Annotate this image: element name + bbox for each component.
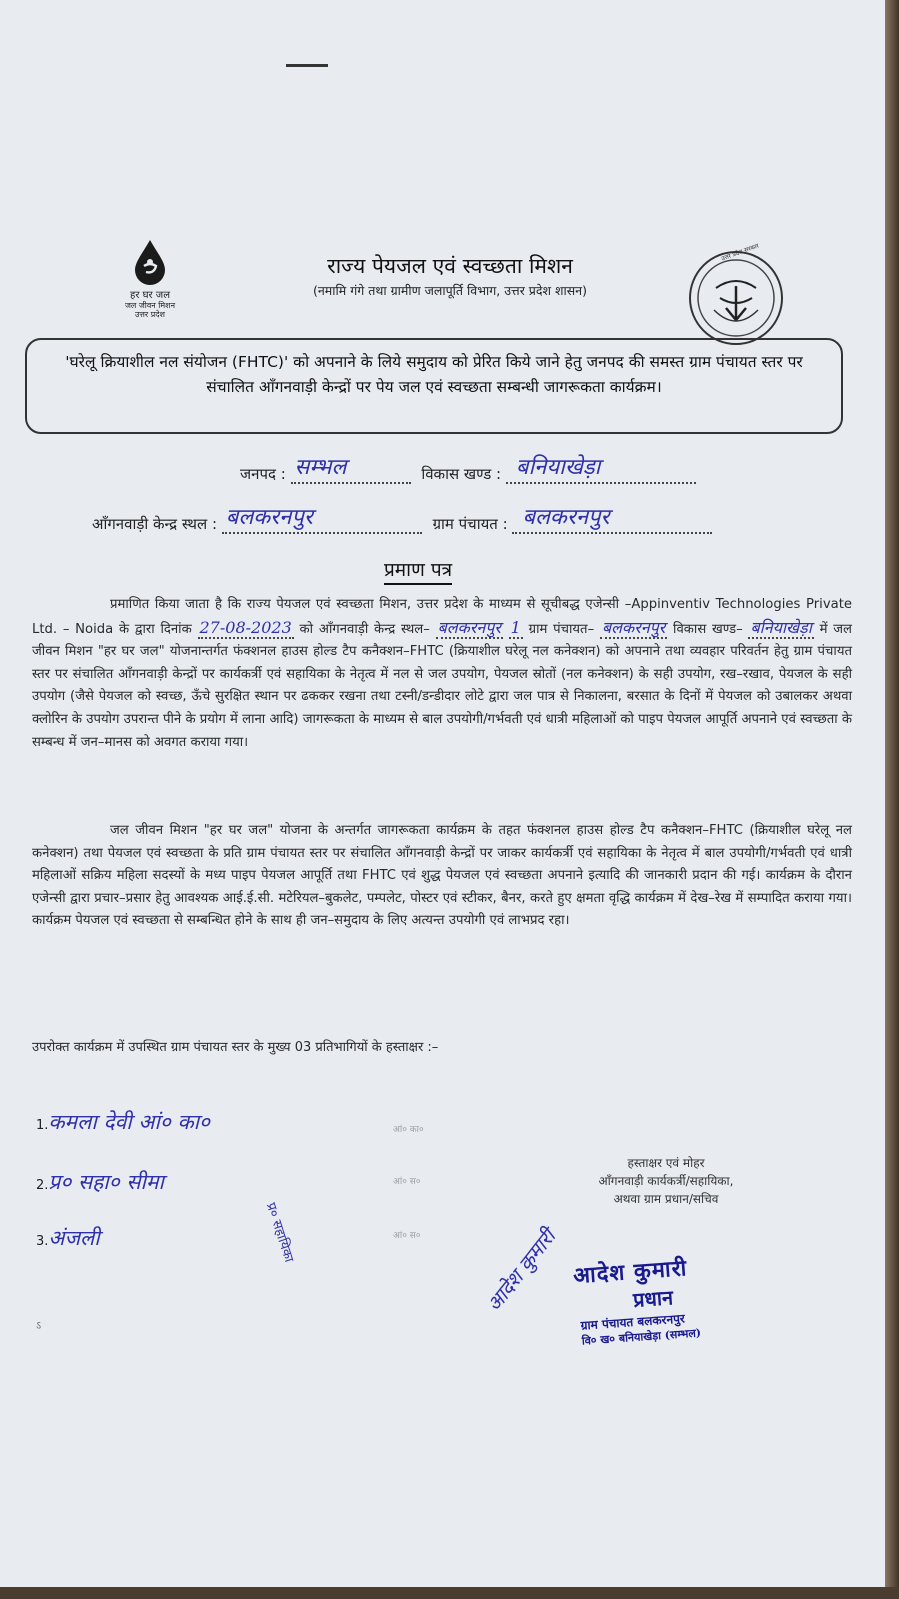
janpad-label: जनपद : xyxy=(240,465,286,483)
gram-value: बलकरनपुर xyxy=(522,505,610,530)
handwritten-signature: आदेश कुमारी xyxy=(481,1224,561,1317)
signature-3-note: आं० स० xyxy=(393,1231,421,1241)
signature-3-name: अंजली xyxy=(48,1226,100,1250)
paragraph-1 xyxy=(32,594,852,754)
har-ghar-jal-logo xyxy=(110,238,190,320)
mission-title: राज्य पेयजल एवं स्वच्छता मिशन xyxy=(327,254,573,278)
gram-field xyxy=(512,505,712,534)
program-title-box: 'घरेलू क्रियाशील नल संयोजन (FHTC)' को अपनाने के लिये समुदाय को प्रेरित किये जाने हेतु जनपद की समस्त ग्राम पंचायत स्तर पर संचालित आँगनवाड़ी केन्द्रों पर पेय जल एवं स्वच्छता सम्बन्धी जागरूकता कार्यक्रम। xyxy=(25,338,843,434)
signature-3 xyxy=(36,1224,100,1252)
sign-block-line1: हस्ताक्षर एवं मोहर xyxy=(627,1156,705,1170)
program-number: 1 xyxy=(510,617,521,637)
kendra-row xyxy=(92,505,712,534)
background-bottom xyxy=(0,1587,899,1599)
stamp-line2: वि० ख० बनियाखेड़ा (सम्भल) xyxy=(581,1326,702,1348)
kendra-field xyxy=(222,505,422,534)
program-place: बलकरनपुर xyxy=(437,617,501,637)
signature-1-name: कमला देवी आं० का० xyxy=(48,1110,210,1134)
side-note: प्र० सहायिका xyxy=(262,1200,297,1265)
logo-line2: जल जीवन मिशन xyxy=(124,301,176,310)
signature-3-number: 3. xyxy=(36,1234,49,1249)
vikas-value: बनियाखेड़ा xyxy=(515,455,601,480)
para1-e: में जल जीवन मिशन "हर घर जल" योजनान्तर्गत फंक्शनल हाउस होल्ड टैप कनैक्शन–FHTC (क्रियाशील घरेलू नल कनेक्शन) को अपनाने तथा व्यवहार परिवर्तन हेतु ग्राम पंचायत स्तर पर संचालित आँगनवाड़ी केन्द्रों पर कार्यकर्त्री एवं सहायिका के नेतृत्व में नल से जल उपयोग, पेयजल स्रोतों (नल कनेक्शन) के सही उपयोग, रख–रखाव, पेयजल के सही उपयोग (जैसे पेयजल को स्वच्छ, ऊँचे सुरक्षित स्थान पर ढककर रखना तथा टस्नी/डन्डीदार लोटे द्वारा जल पात्र से निकालना, बरसात के दिनों में पेयजल को उबालकर अथवा क्लोरिन के उपयोग उपरान्त पीने के प्रयोग में लाना आदि) जागरूकता के माध्यम से बाल उपयोगी/गर्भवती एवं धात्री महिलाओं को पाइप पेयजल आपूर्ति अपनाने एवं स्वच्छता के सम्बन्ध में जन–मानस को अवगत कराया गया। xyxy=(32,621,852,750)
vikas-field xyxy=(506,455,696,484)
para1-b: को आँगनवाड़ी केन्द्र स्थल– xyxy=(299,621,430,637)
pradhan-stamp xyxy=(572,1244,808,1349)
paragraph-2 xyxy=(32,820,852,933)
vikas-label: विकास खण्ड : xyxy=(421,465,502,483)
logo-line3: उत्तर प्रदेश xyxy=(135,310,165,319)
mission-subtitle: (नमामि गंगे तथा ग्रामीण जलापूर्ति विभाग, उत्तर प्रदेश शासन) xyxy=(312,283,587,298)
janpad-row xyxy=(240,455,696,484)
stamp-role: प्रधान xyxy=(632,1285,674,1312)
signature-2-number: 2. xyxy=(36,1178,49,1193)
logo-line1: हर घर जल xyxy=(130,290,170,301)
background-edge xyxy=(885,0,899,1599)
para1-a: प्रमाणित किया जाता है कि राज्य पेयजल एवं स्वच्छता मिशन, उत्तर प्रदेश के माध्यम से सूचीबद्ध एजेन्सी –Appinventiv Technologies Private Ltd. – Noida के द्वारा दिनांक xyxy=(32,597,852,637)
signature-2-name: प्र० सहा० सीमा xyxy=(48,1170,164,1194)
top-mark xyxy=(286,64,328,67)
sign-block-line3: अथवा ग्राम प्रधान/सचिव xyxy=(613,1192,719,1206)
sign-block xyxy=(556,1154,776,1208)
para2-text: जल जीवन मिशन "हर घर जल" योजना के अन्तर्गत जागरूकता कार्यक्रम के तहत फंक्शनल हाउस होल्ड टैप कनैक्शन–FHTC (क्रियाशील घरेलू नल कनेक्शन) तथा पेयजल एवं स्वच्छता के प्रति ग्राम पंचायत स्तर पर संचालित आँगनवाड़ी केन्द्रों पर जाकर कार्यकर्त्री एवं सहायिका के नेतृत्व में बाल उपयोगी/गर्भवती एवं धात्री महिलाओं सक्रिय महिला सदस्यों के मध्य पाइप पेयजल आपूर्ति तथा FHTC एवं शुद्ध पेयजल एवं स्वच्छता अपनाने इत्यादि की जानकारी प्रदान की गई। कार्यक्रम के दौरान एजेन्सी द्वारा प्रचार–प्रसार हेतु आवश्यक आई.ई.सी. मटेरियल–बुकलेट, पम्पलेट, पोस्टर एवं स्टीकर, बैनर, करते हुए क्षमता वृद्धि कार्यक्रम में देख–रेख में सम्पादित कराया गया। कार्यक्रम पेयजल एवं स्वच्छता से सम्बन्धित होने के साथ ही जन–समुदाय के लिए अत्यन्त उपयोगी एवं लाभप्रद रहा। xyxy=(32,823,852,929)
kendra-label: आँगनवाड़ी केन्द्र स्थल : xyxy=(92,515,218,533)
signature-1 xyxy=(36,1108,210,1136)
kendra-value: बलकरनपुर xyxy=(225,505,313,530)
janpad-value: सम्भल xyxy=(294,455,347,480)
program-date: 27-08-2023 xyxy=(199,617,292,637)
signature-1-number: 1. xyxy=(36,1118,49,1133)
program-block: बनियाखेड़ा xyxy=(750,617,812,637)
signature-2 xyxy=(36,1168,164,1196)
up-government-seal-icon xyxy=(686,248,786,348)
attendance-text: उपरोक्त कार्यक्रम में उपस्थित ग्राम पंचायत स्तर के मुख्य 03 प्रतिभागियों के हस्ताक्षर :– xyxy=(32,1040,439,1055)
sign-block-line2: आँगनवाड़ी कार्यकर्त्री/सहायिका, xyxy=(598,1174,734,1188)
corner-mark: ऽ xyxy=(36,1319,42,1332)
para1-d: विकास खण्ड– xyxy=(673,621,743,637)
signature-2-note: आं० स० xyxy=(393,1177,421,1187)
stamp-line1: ग्राम पंचायत बलकरनपुर xyxy=(580,1311,686,1333)
gram-label: ग्राम पंचायत : xyxy=(432,515,508,533)
water-drop-icon xyxy=(132,238,168,286)
certificate-title: प्रमाण पत्र xyxy=(384,556,452,585)
stamp-name: आदेश कुमारी xyxy=(572,1255,689,1290)
para1-c: ग्राम पंचायत– xyxy=(528,621,595,637)
signature-1-note: आं० का० xyxy=(393,1125,424,1135)
program-gram: बलकरनपुर xyxy=(601,617,666,637)
janpad-field xyxy=(291,455,411,484)
seal-text: उत्तर प्रदेश सरकार xyxy=(720,242,760,263)
